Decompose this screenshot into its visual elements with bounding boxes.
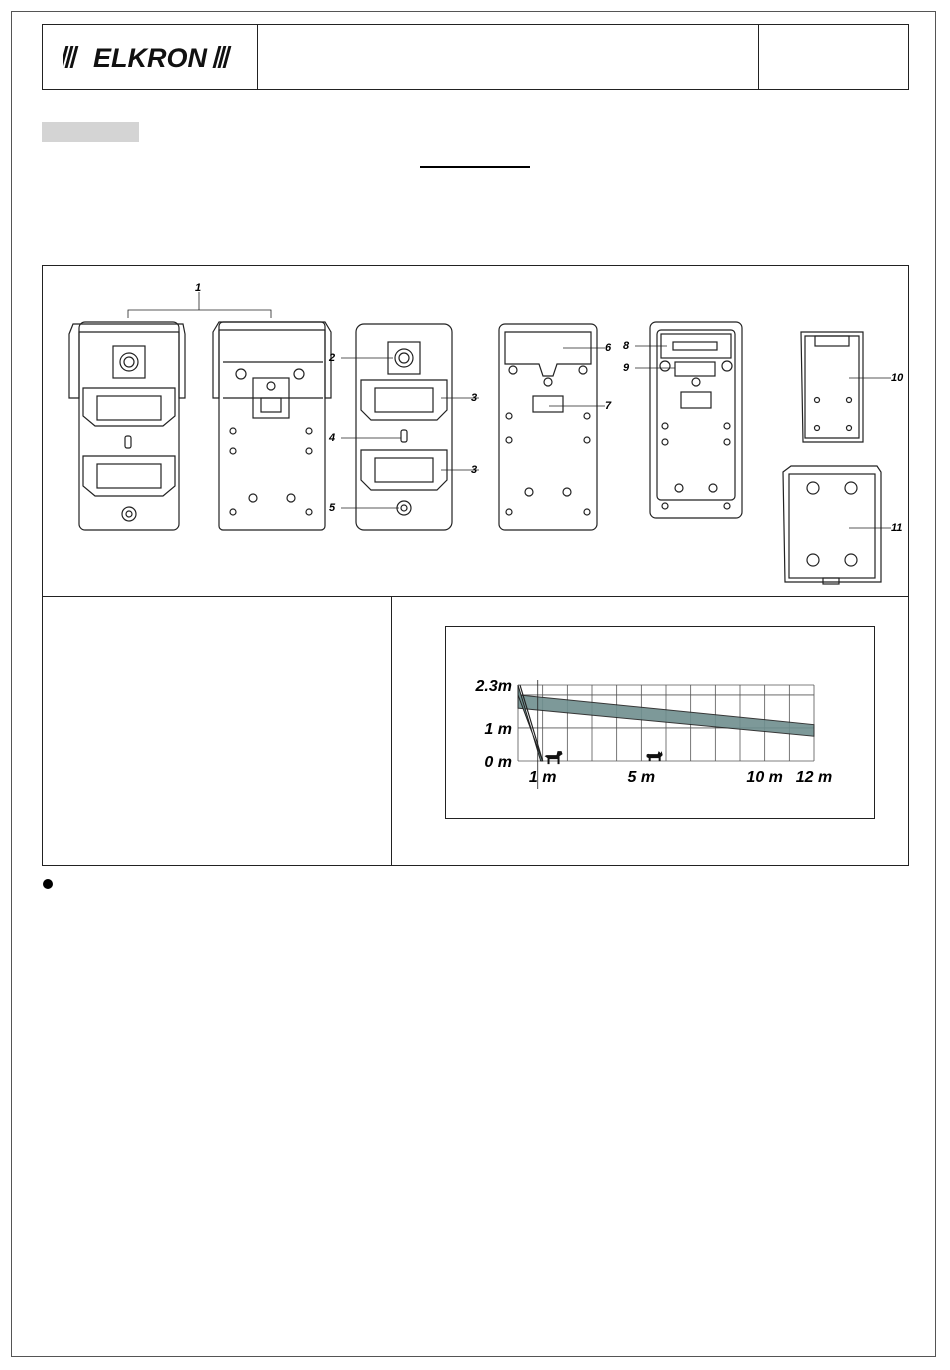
document-header: [42, 24, 909, 90]
logo-cell: [43, 25, 258, 89]
device-illustrations: [43, 266, 908, 596]
callout-9: 9: [623, 362, 630, 374]
x-tick-label: 1 m: [528, 769, 557, 786]
y-tick-label: 0 m: [484, 754, 512, 771]
bracket-10-icon: [801, 332, 863, 442]
figure-divider-vertical: [391, 596, 392, 866]
callout-3b: 3: [471, 464, 478, 476]
section-tab: [42, 122, 139, 142]
x-tick-label: 12 m: [795, 769, 833, 786]
detector-front-with-cover-icon: [69, 322, 185, 530]
callout-7: 7: [605, 400, 612, 412]
detection-range-chart: [445, 626, 875, 819]
x-tick-label: 5 m: [627, 769, 656, 786]
header-title-cell: [258, 25, 759, 89]
figure-divider-horizontal: [43, 596, 908, 597]
logo-text: ELKRON: [92, 43, 207, 73]
callout-6: 6: [605, 342, 612, 354]
chart-canvas: [446, 627, 874, 818]
callout-11: 11: [891, 522, 903, 534]
callout-3a: 3: [471, 392, 478, 404]
header-code-cell: [759, 25, 908, 89]
detector-back-with-cover-icon: [213, 322, 331, 530]
callout-10: 10: [891, 372, 904, 384]
x-tick-label: 10 m: [746, 769, 783, 786]
callout-2: 2: [329, 352, 336, 364]
bracket-11-icon: [783, 466, 881, 584]
y-tick-label: 1 m: [484, 720, 512, 738]
dog-icon: [545, 751, 563, 764]
callout-1: 1: [195, 282, 202, 294]
detector-back-icon: [499, 324, 597, 530]
callout-5: 5: [329, 502, 336, 514]
callout-8: 8: [623, 340, 630, 352]
title-underline: [420, 166, 530, 168]
cat-icon: [646, 751, 662, 761]
detector-open-board-icon: [650, 322, 742, 518]
detector-front-icon: [356, 324, 452, 530]
elkron-logo: [63, 40, 238, 74]
y-tick-label: 2.3m: [475, 678, 512, 695]
bullet-icon: [43, 879, 53, 889]
callout-4: 4: [329, 432, 336, 444]
